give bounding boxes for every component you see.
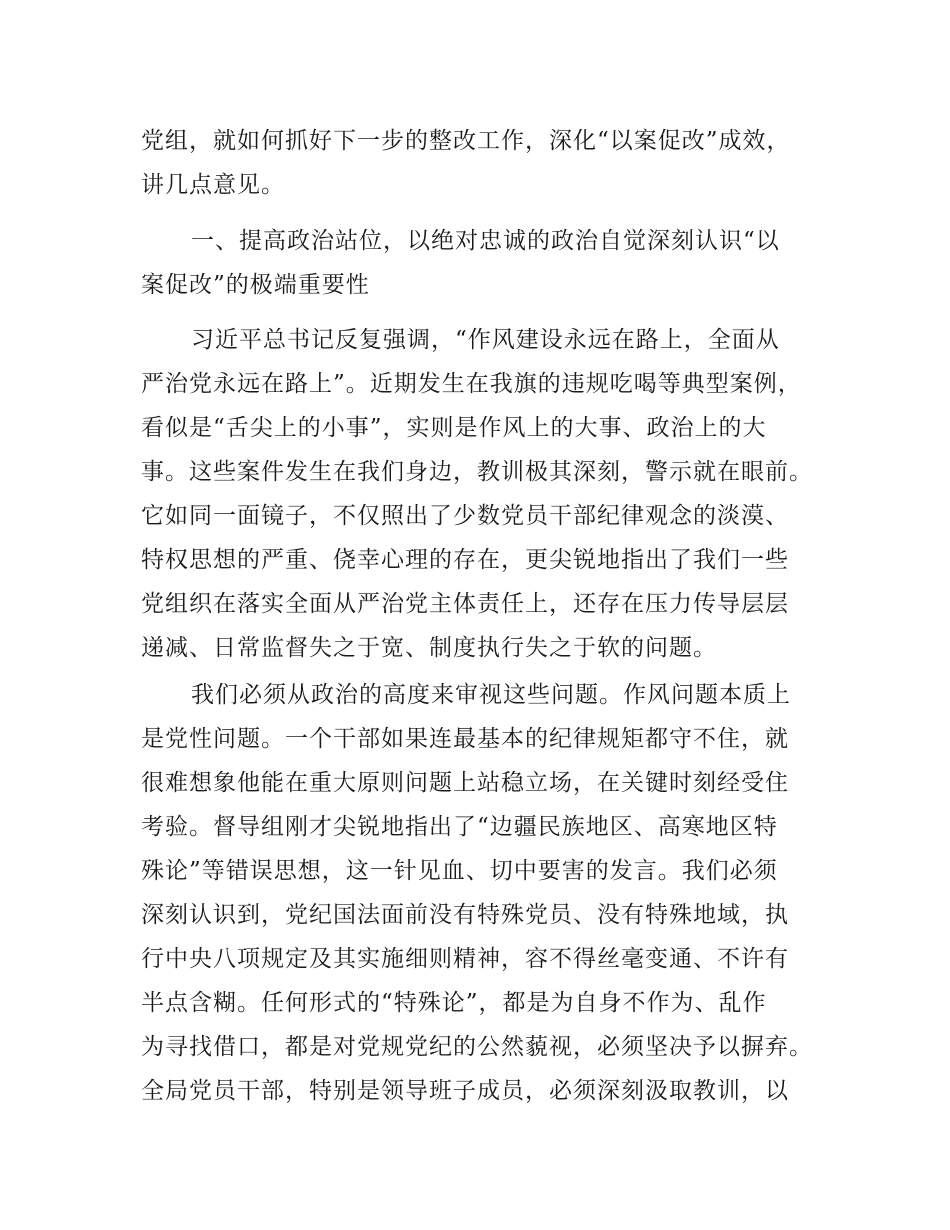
text-line: 我们必须从政治的高度来审视这些问题。作风问题本质上 — [191, 682, 791, 708]
text-line: 全局党员干部，特别是领导班子成员，必须深刻汲取教训，以 — [141, 1078, 789, 1104]
text-line: 为寻找借口，都是对党规党纪的公然藐视，必须坚决予以摒弃。 — [141, 1034, 813, 1060]
text-line: 事。这些案件发生在我们身边，教训极其深刻，警示就在眼前。 — [141, 459, 813, 485]
text-line: 习近平总书记反复强调，“作风建设永远在路上，全面从 — [191, 327, 780, 353]
paragraph — [141, 318, 821, 670]
text-line: 党组，就如何抓好下一步的整改工作，深化“以案促改”成效， — [141, 128, 791, 154]
text-line: 是党性问题。一个干部如果连最基本的纪律规矩都守不住，就 — [141, 726, 789, 752]
text-line: 半点含糊。任何形式的“特殊论”，都是为自身不作为、乱作 — [141, 990, 767, 1016]
text-line: 党组织在落实全面从严治党主体责任上，还存在压力传导层层 — [141, 591, 789, 617]
text-line: 一、提高政治站位，以绝对忠诚的政治自觉深刻认识“以 — [191, 228, 780, 254]
paragraph-continuation — [141, 119, 821, 207]
text-line: 殊论”等错误思想，这一针见血、切中要害的发言。我们必须 — [141, 858, 778, 884]
section-heading — [141, 219, 821, 307]
text-line: 特权思想的严重、侥幸心理的存在，更尖锐地指出了我们一些 — [141, 547, 789, 573]
text-line: 行中央八项规定及其实施细则精神，容不得丝毫变通、不许有 — [141, 946, 789, 972]
text-line: 讲几点意见。 — [141, 172, 285, 198]
text-line: 考验。督导组刚才尖锐地指出了“边疆民族地区、高寒地区特 — [141, 814, 778, 840]
text-line: 深刻认识到，党纪国法面前没有特殊党员、没有特殊地域，执 — [141, 902, 789, 928]
text-line: 很难想象他能在重大原则问题上站稳立场，在关键时刻经受住 — [141, 770, 789, 796]
text-line: 它如同一面镜子，不仅照出了少数党员干部纪律观念的淡漠、 — [141, 503, 789, 529]
text-line: 看似是“舌尖上的小事”，实则是作风上的大事、政治上的大 — [141, 415, 767, 441]
text-line: 递减、日常监督失之于宽、制度执行失之于软的问题。 — [141, 635, 717, 661]
text-line: 案促改”的极端重要性 — [141, 272, 370, 298]
paragraph — [141, 673, 821, 1113]
text-line: 严治党永远在路上”。近期发生在我旗的违规吃喝等典型案例， — [141, 371, 802, 397]
